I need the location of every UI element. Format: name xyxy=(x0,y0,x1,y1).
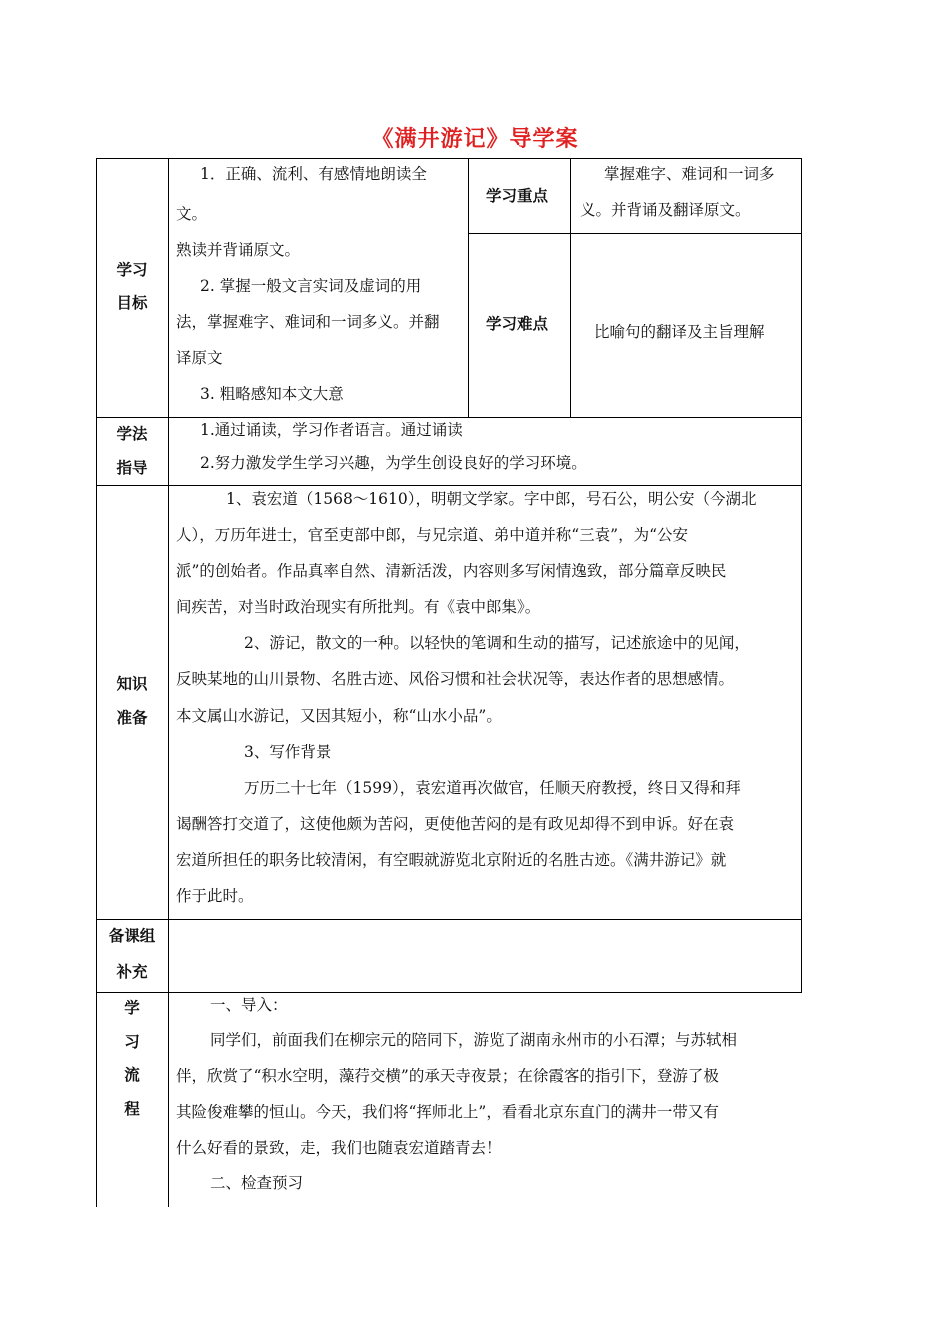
focus-line: 掌握难字、难词和一词多 xyxy=(604,165,775,183)
process-line: 同学们，前面我们在柳宗元的陪同下，游览了湖南永州市的小石潭；与苏轼相 xyxy=(210,1031,738,1049)
supplement-label-line1: 备课组 xyxy=(108,927,156,945)
page-title: 《满井游记》导学案 xyxy=(371,126,579,152)
knowledge-label-line1: 知识 xyxy=(116,675,148,693)
process-label-char: 学 xyxy=(124,999,140,1017)
process-label-char: 程 xyxy=(124,1100,140,1118)
row-divider-goals xyxy=(96,417,802,418)
goals-line: 2. 掌握一般文言实词及虚词的用 xyxy=(200,277,422,295)
method-label-line1: 学法 xyxy=(116,425,148,443)
goals-line: 1．正确、流利、有感情地朗读全 xyxy=(200,165,427,183)
row-divider-knowledge xyxy=(96,919,802,920)
process-line: 其险俊难攀的恒山。今天，我们将“挥师北上”，看看北京东直门的满井一带又有 xyxy=(176,1103,719,1121)
process-label-char: 习 xyxy=(124,1033,140,1051)
lesson-plan-table xyxy=(96,158,802,1207)
knowledge-line: 1、袁宏道（1568～1610），明朝文学家。字中郎，号石公，明公安（今湖北 xyxy=(226,490,757,508)
label-column-divider xyxy=(168,158,169,1207)
goals-line: 文。 xyxy=(176,205,208,223)
focus-label: 学习重点 xyxy=(486,187,549,205)
goals-line: 熟读并背诵原文。 xyxy=(176,241,301,259)
knowledge-line: 谒酬答打交道了，这使他颇为苦闷，更使他苦闷的是有政见却得不到申诉。好在袁 xyxy=(176,815,735,833)
method-line: 1.通过诵读，学习作者语言。通过诵读 xyxy=(200,421,463,439)
knowledge-line: 宏道所担任的职务比较清闲，有空暇就游览北京附近的名胜古迹。《满井游记》就 xyxy=(176,851,727,869)
focus-divider xyxy=(570,158,571,417)
goals-label-line2: 目标 xyxy=(116,294,148,312)
knowledge-line: 派”的创始者。作品真率自然、清新活泼，内容则多写闲情逸致，部分篇章反映民 xyxy=(176,562,727,580)
knowledge-label-line2: 准备 xyxy=(116,709,148,727)
goals-line: 译原文 xyxy=(176,349,223,367)
difficulty-label: 学习难点 xyxy=(486,315,549,333)
goals-label-line1: 学习 xyxy=(116,261,148,279)
table-border-top xyxy=(96,158,802,159)
knowledge-line: 间疾苦，对当时政治现实有所批判。有《袁中郎集》。 xyxy=(176,598,541,616)
knowledge-line: 万历二十七年（1599），袁宏道再次做官，任顺天府教授，终日又得和拜 xyxy=(244,779,741,797)
process-line: 什么好看的景致，走，我们也随袁宏道踏青去！ xyxy=(176,1139,502,1157)
focus-line: 义。并背诵及翻译原文。 xyxy=(580,201,751,219)
row-divider-method xyxy=(96,485,802,486)
knowledge-line: 3、写作背景 xyxy=(244,743,332,761)
goals-divider xyxy=(468,158,469,417)
goals-line: 法，掌握难字、难词和一词多义。并翻 xyxy=(176,313,440,331)
knowledge-line: 本文属山水游记，又因其短小，称“山水小品”。 xyxy=(176,707,502,725)
supplement-label-line2: 补充 xyxy=(116,963,148,981)
row-divider-supplement xyxy=(96,992,802,993)
knowledge-line: 作于此时。 xyxy=(176,887,254,905)
process-line: 二、检查预习 xyxy=(210,1174,304,1192)
method-line: 2.努力激发学生学习兴趣，为学生创设良好的学习环境。 xyxy=(200,454,587,472)
method-label-line2: 指导 xyxy=(116,459,148,477)
difficulty-text: 比喻句的翻译及主旨理解 xyxy=(594,323,765,341)
goals-line: 3. 粗略感知本文大意 xyxy=(200,385,344,403)
process-label-char: 流 xyxy=(124,1066,140,1084)
process-line: 伴，欣赏了“积水空明，藻荇交横”的承天寺夜景；在徐霞客的指引下，登游了极 xyxy=(176,1067,719,1085)
knowledge-line: 2、游记，散文的一种。以轻快的笔调和生动的描写，记述旅途中的见闻， xyxy=(244,634,750,652)
table-border-right xyxy=(801,158,802,993)
knowledge-line: 人），万历年进士，官至吏部中郎，与兄宗道、弟中道并称“三袁”，为“公安 xyxy=(176,526,689,544)
knowledge-line: 反映某地的山川景物、名胜古迹、风俗习惯和社会状况等，表达作者的思想感情。 xyxy=(176,670,735,688)
focus-row-divider xyxy=(468,233,802,234)
process-line: 一、导入： xyxy=(210,996,288,1014)
